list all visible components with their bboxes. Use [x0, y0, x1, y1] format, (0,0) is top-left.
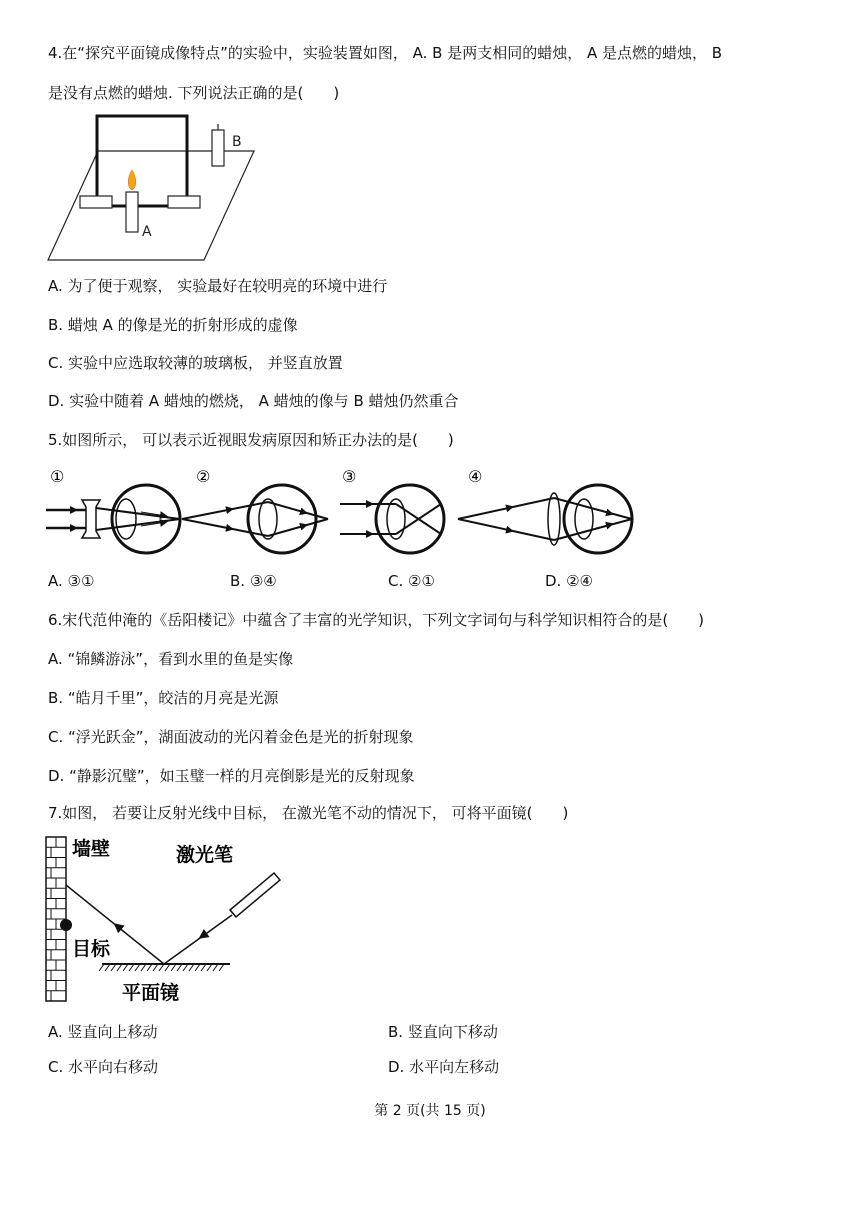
q6-option-d[interactable]: D. “静影沉璧”，如玉璧一样的月亮倒影是光的反射现象 [48, 767, 415, 785]
candle-a-label: A [142, 224, 152, 240]
q5-option-c[interactable]: C. ②① [388, 572, 435, 590]
eye-diagram-2 [182, 467, 328, 553]
page-footer: 第 2 页(共 15 页) [374, 1103, 486, 1119]
q5-eye-diagrams [46, 462, 646, 558]
q4-option-c[interactable]: C. 实验中应选取较薄的玻璃板， 并竖直放置 [48, 354, 343, 372]
q7-laser-mirror-figure [44, 833, 284, 1005]
q7-stem: 7.如图， 若要让反射光线中目标， 在激光笔不动的情况下， 可将平面镜( ) [48, 804, 569, 822]
glass-plate-frame [97, 116, 187, 206]
left-support-block [80, 196, 112, 208]
target-label: 目标 [72, 938, 111, 960]
q4-option-a[interactable]: A. 为了便于观察， 实验最好在较明亮的环境中进行 [48, 277, 388, 295]
eye-diagram-1 [46, 467, 180, 553]
eye-diagram-3 [340, 467, 444, 553]
q7-option-b[interactable]: B. 竖直向下移动 [388, 1023, 498, 1041]
target-dot [60, 919, 72, 931]
candle-a [126, 192, 138, 232]
flame-icon [128, 170, 136, 190]
q4-option-b[interactable]: B. 蜡烛 A 的像是光的折射形成的虚像 [48, 316, 298, 334]
right-support-block [168, 196, 200, 208]
q4-stem-line1: 4.在“探究平面镜成像特点”的实验中，实验装置如图， A. B 是两支相同的蜡烛， A 是点燃的蜡烛， B [48, 44, 723, 62]
q4-plane-mirror-figure [46, 108, 276, 268]
q7-option-a[interactable]: A. 竖直向上移动 [48, 1023, 158, 1041]
q6-option-b[interactable]: B. “皓月千里”，皎洁的月亮是光源 [48, 689, 279, 707]
plane-mirror [99, 964, 230, 971]
eye-diagram-4 [458, 467, 632, 553]
svg-text:④: ④ [468, 467, 483, 486]
candle-b-label: B [232, 134, 242, 150]
laser-pen [230, 873, 280, 917]
svg-text:①: ① [50, 467, 65, 486]
q5-option-b[interactable]: B. ③④ [230, 572, 277, 590]
q6-option-c[interactable]: C. “浮光跃金”，湖面波动的光闪着金色是光的折射现象 [48, 728, 414, 746]
svg-text:②: ② [196, 467, 211, 486]
q5-stem: 5.如图所示， 可以表示近视眼发病原因和矫正办法的是( ) [48, 431, 454, 449]
brick-wall [46, 837, 66, 1001]
candle-b [212, 130, 224, 166]
wall-label: 墙壁 [72, 838, 111, 860]
q4-stem-line2: 是没有点燃的蜡烛. 下列说法正确的是( ) [48, 84, 340, 102]
q5-option-a[interactable]: A. ③① [48, 572, 95, 590]
svg-text:③: ③ [342, 467, 357, 486]
q4-option-d[interactable]: D. 实验中随着 A 蜡烛的燃烧， A 蜡烛的像与 B 蜡烛仍然重合 [48, 392, 459, 410]
q6-option-a[interactable]: A. “锦鳞游泳”，看到水里的鱼是实像 [48, 650, 294, 668]
q7-option-c[interactable]: C. 水平向右移动 [48, 1058, 159, 1076]
laser-label: 激光笔 [176, 844, 234, 866]
q5-option-d[interactable]: D. ②④ [545, 572, 593, 590]
q6-stem: 6.宋代范仲淹的《岳阳楼记》中蕴含了丰富的光学知识，下列文字词句与科学知识相符合的是( ) [48, 611, 705, 629]
mirror-label: 平面镜 [122, 982, 180, 1004]
q7-option-d[interactable]: D. 水平向左移动 [388, 1058, 500, 1076]
